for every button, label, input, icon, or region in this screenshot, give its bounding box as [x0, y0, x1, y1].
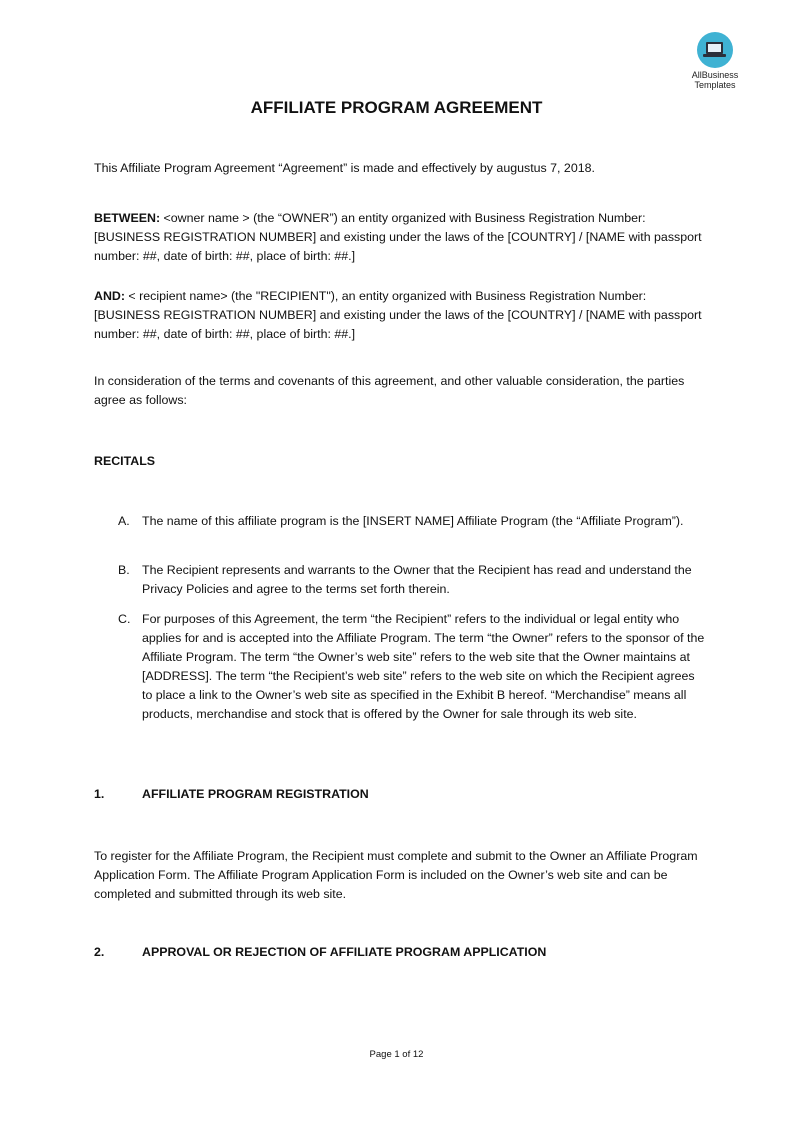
- recital-text: For purposes of this Agreement, the term “the Recipient” refers to the individual or legal entity who applies for and is accepted into the Affiliate Program. The term “the Owner” refers to the sponsor of the Affiliate Program. The term “the Owner’s web site” refers to the web site that the Owner maintains at [ADDRESS]. The term “the Recipient’s web site” refers to the web site on which the Recipient agrees to place a link to the Owner’s web site as specified in the Exhibit B hereof. “Merchandise” means all products, merchandise and stock that is offered by the Owner for sale through its web site.: [142, 612, 705, 721]
- and-paragraph: [94, 287, 714, 344]
- section-1-body: To register for the Affiliate Program, the Recipient must complete and submit to the Owner an Affiliate Program Application Form. The Affiliate Program Application Form is included on the Owner’s web site and can be completed and submitted through its web site.: [94, 849, 698, 901]
- consideration-paragraph: In consideration of the terms and covenants of this agreement, and other valuable consideration, the parties agree as follows:: [94, 374, 685, 407]
- logo-text: [685, 70, 745, 90]
- logo-line-1: AllBusiness: [691, 70, 739, 80]
- recital-item-b: [118, 561, 708, 599]
- and-text: < recipient name> (the "RECIPIENT"), an entity organized with Business Registration Number: [BUSINESS REGISTRATION NUMBER] and existing under the laws of the [COUNTRY] / [NAME with passport number: ##, date of birth: ##, place of birth: ##.]: [94, 289, 702, 341]
- between-paragraph: [94, 209, 714, 266]
- section-title: APPROVAL OR REJECTION OF AFFILIATE PROGRAM APPLICATION: [142, 945, 547, 959]
- document-title: AFFILIATE PROGRAM AGREEMENT: [250, 98, 543, 117]
- recital-text: The Recipient represents and warrants to the Owner that the Recipient has read and understand the Privacy Policies and agree to the terms set forth therein.: [142, 563, 692, 596]
- page-number: Page 1 of 12: [369, 1049, 424, 1060]
- and-label: AND:: [94, 289, 125, 303]
- recital-marker: B.: [118, 563, 130, 577]
- logo-line-2: Templates: [694, 80, 736, 90]
- section-2-heading: [94, 945, 546, 959]
- intro-paragraph: This Affiliate Program Agreement “Agreement” is made and effectively by augustus 7, 2018.: [94, 161, 595, 175]
- section-number: 1.: [94, 787, 105, 801]
- section-title: AFFILIATE PROGRAM REGISTRATION: [142, 787, 369, 801]
- recital-marker: A.: [118, 514, 130, 528]
- recital-text: The name of this affiliate program is the [INSERT NAME] Affiliate Program (the “Affiliate Program”).: [142, 514, 684, 528]
- recital-marker: C.: [118, 612, 131, 626]
- allbusiness-templates-logo: [685, 32, 745, 90]
- recital-item-c: [118, 610, 708, 724]
- recitals-heading: RECITALS: [94, 454, 156, 468]
- between-text: <owner name > (the “OWNER”) an entity organized with Business Registration Number: [BUSINESS REGISTRATION NUMBER] and existing under the laws of the [COUNTRY] / [NAME with passport number: ##, date of birth: ##, place of birth: ##.]: [94, 211, 702, 263]
- laptop-icon: [697, 32, 733, 68]
- section-number: 2.: [94, 945, 105, 959]
- between-label: BETWEEN:: [94, 211, 161, 225]
- section-1-heading: [94, 787, 369, 801]
- recital-item-a: [118, 512, 708, 531]
